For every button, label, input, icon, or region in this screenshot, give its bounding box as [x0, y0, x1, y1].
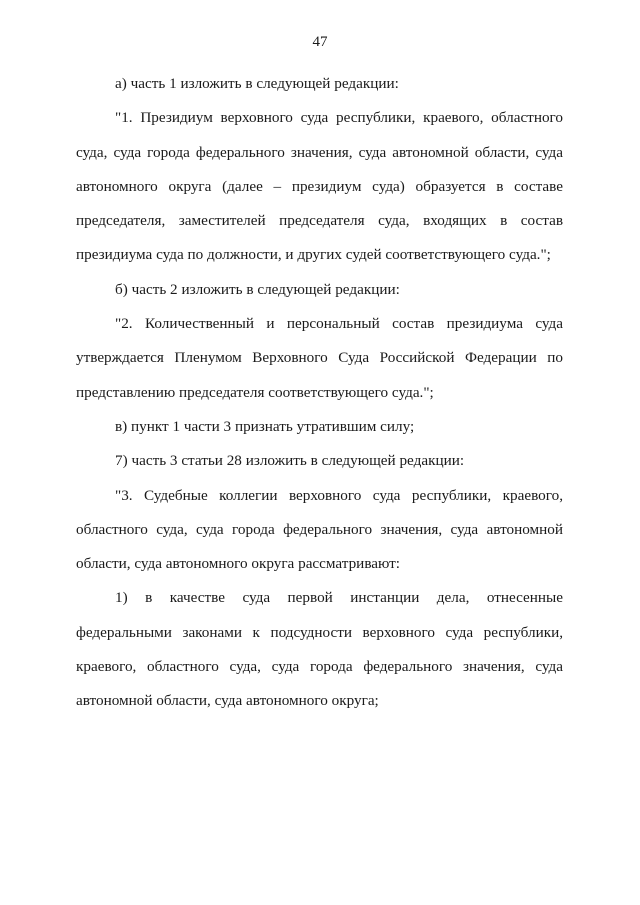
page-number: 47 [312, 34, 328, 50]
paragraph-v-part-3: в) пункт 1 части 3 признать утратившим силу; [115, 417, 415, 435]
paragraph-7-article-28: 7) часть 3 статьи 28 изложить в следующей редакции: [115, 452, 465, 470]
paragraph-quote-2: "2. Количественный и персональный состав президиума суда утверждается Пленумом Верховного Суда Российской Федерации по представлению председателя соответствующего суда."; [76, 315, 563, 401]
paragraph-quote-3: "3. Судебные коллегии верховного суда республики, краевого, областного суда, суда города федерального значения, суда автономной области, суда автономного округа рассматривают: [76, 486, 563, 573]
document-body [76, 67, 563, 719]
paragraph-item-1: 1) в качестве суда первой инстанции дела, отнесенные федеральными законами к подсудности верховного суда республики, краевого, областного суда, суда города федерального значения, суда автономной области, суда автономного округа; [76, 589, 563, 710]
paragraph-a-part-1: а) часть 1 изложить в следующей редакции: [115, 75, 399, 92]
paragraph-quote-1: "1. Президиум верховного суда республики, краевого, областного суда, суда города федерального значения, суда автономной области, суда автономного округа (далее – президиум суда) образуется в составе председателя, заместителей председателя суда, входящих в состав президиума суда по должности, и других судей соответствующего суда."; [76, 109, 563, 264]
paragraph-b-part-2: б) часть 2 изложить в следующей редакции: [115, 280, 400, 298]
